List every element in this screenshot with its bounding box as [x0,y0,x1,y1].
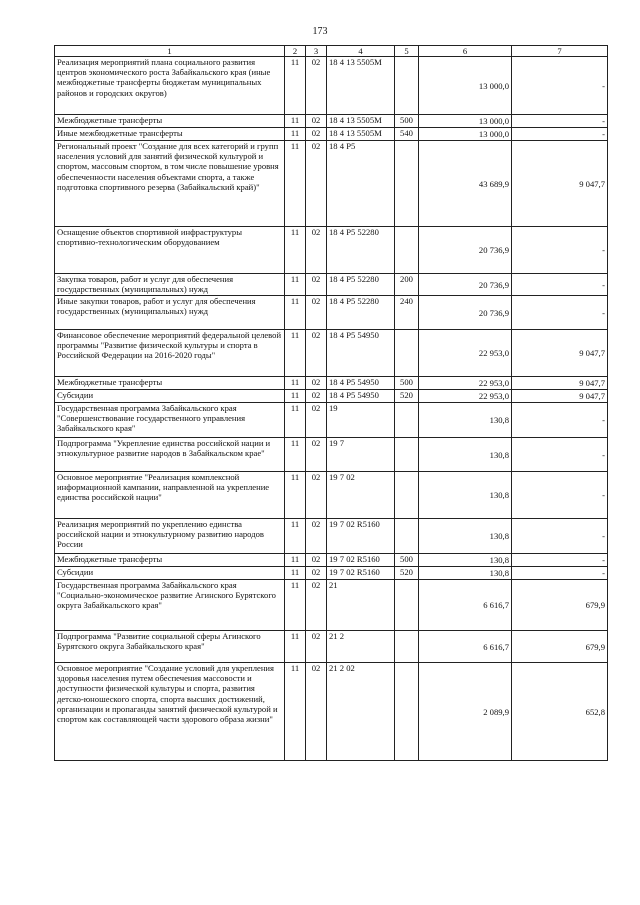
row-expense-type [395,330,419,377]
row-subsection: 02 [306,296,327,330]
row-name: Государственная программа Забайкальского края "Совершенствование государственного управления Забайкальского края" [55,403,285,438]
row-subsection: 02 [306,554,327,567]
row-subsection: 02 [306,663,327,761]
table-row [55,438,608,472]
row-name: Основное мероприятие "Создание условий для укрепления здоровья населения путем обеспечения массовости и доступности физической культуры и спорта, развития детско-юношеского спорта, спорта высших достижений, организации и пропаганды занятий физической культурой и спортом как составляющей части здорового образа жизни" [55,663,285,761]
row-amount-total: 2 089,9 [419,663,512,761]
row-amount-total: 13 000,0 [419,57,512,115]
row-expense-type [395,403,419,438]
row-amount-total: 20 736,9 [419,274,512,296]
row-expense-type [395,57,419,115]
table-row [55,390,608,403]
row-section: 11 [285,227,306,274]
row-target-article: 19 7 02 R5160 [327,519,395,554]
row-section: 11 [285,115,306,128]
row-target-article: 19 7 02 R5160 [327,554,395,567]
table-row [55,472,608,519]
row-amount-total: 130,8 [419,519,512,554]
row-section: 11 [285,472,306,519]
row-expense-type: 500 [395,554,419,567]
row-subsection: 02 [306,128,327,141]
row-name: Региональный проект "Создание для всех категорий и групп населения условий для занятий физической культурой и спортом, массовым спортом, в том числе повышение уровня обеспеченности населения объектами спорта, а также подготовка спортивного резерва (Забайкальский край)" [55,141,285,227]
header-col-7: 7 [512,46,608,57]
row-amount-federal: 652,8 [512,663,608,761]
row-section: 11 [285,631,306,663]
row-amount-federal: 9 047,7 [512,141,608,227]
row-expense-type [395,438,419,472]
table-row [55,330,608,377]
row-expense-type [395,580,419,631]
row-target-article: 18 4 P5 52280 [327,296,395,330]
table-row [55,296,608,330]
row-subsection: 02 [306,519,327,554]
row-name: Оснащение объектов спортивной инфраструктуры спортивно-технологическим оборудованием [55,227,285,274]
row-amount-federal: - [512,227,608,274]
row-amount-total: 43 689,9 [419,141,512,227]
row-expense-type [395,227,419,274]
row-amount-federal: 679,9 [512,580,608,631]
row-amount-federal: - [512,128,608,141]
row-section: 11 [285,554,306,567]
row-amount-federal: - [512,296,608,330]
row-expense-type: 500 [395,377,419,390]
row-name: Финансовое обеспечение мероприятий федеральной целевой программы "Развитие физической культуры и спорта в Российской Федерации на 2016-2020 годы" [55,330,285,377]
table-row [55,115,608,128]
row-subsection: 02 [306,472,327,519]
row-amount-federal: 9 047,7 [512,330,608,377]
row-subsection: 02 [306,57,327,115]
row-section: 11 [285,274,306,296]
table-row [55,519,608,554]
row-subsection: 02 [306,377,327,390]
row-target-article: 19 [327,403,395,438]
row-section: 11 [285,403,306,438]
table-row [55,377,608,390]
row-expense-type: 540 [395,128,419,141]
row-name: Субсидии [55,390,285,403]
row-amount-federal: - [512,403,608,438]
row-target-article: 18 4 P5 [327,141,395,227]
table-row [55,57,608,115]
row-amount-total: 20 736,9 [419,296,512,330]
row-subsection: 02 [306,403,327,438]
row-amount-federal: 679,9 [512,631,608,663]
header-col-5: 5 [395,46,419,57]
row-expense-type: 240 [395,296,419,330]
table-row [55,663,608,761]
row-section: 11 [285,377,306,390]
row-name: Закупка товаров, работ и услуг для обеспечения государственных (муниципальных) нужд [55,274,285,296]
row-section: 11 [285,438,306,472]
row-expense-type [395,472,419,519]
row-target-article: 21 2 02 [327,663,395,761]
table-row [55,631,608,663]
row-subsection: 02 [306,115,327,128]
row-subsection: 02 [306,631,327,663]
row-name: Межбюджетные трансферты [55,377,285,390]
row-amount-total: 6 616,7 [419,631,512,663]
row-target-article: 18 4 P5 52280 [327,227,395,274]
row-section: 11 [285,519,306,554]
table-row [55,403,608,438]
row-amount-federal: - [512,567,608,580]
row-amount-total: 13 000,0 [419,115,512,128]
row-target-article: 18 4 13 5505M [327,57,395,115]
row-target-article: 18 4 P5 52280 [327,274,395,296]
row-expense-type [395,519,419,554]
row-target-article: 18 4 P5 54950 [327,390,395,403]
table-row [55,128,608,141]
row-amount-total: 22 953,0 [419,377,512,390]
row-target-article: 18 4 P5 54950 [327,377,395,390]
row-subsection: 02 [306,567,327,580]
row-target-article: 19 7 [327,438,395,472]
row-amount-total: 20 736,9 [419,227,512,274]
row-name: Иные закупки товаров, работ и услуг для обеспечения государственных (муниципальных) нужд [55,296,285,330]
table-row [55,554,608,567]
row-amount-total: 13 000,0 [419,128,512,141]
row-amount-federal: 9 047,7 [512,390,608,403]
row-name: Субсидии [55,567,285,580]
row-subsection: 02 [306,227,327,274]
row-section: 11 [285,390,306,403]
row-expense-type: 520 [395,567,419,580]
header-col-6: 6 [419,46,512,57]
row-subsection: 02 [306,438,327,472]
row-amount-federal: - [512,115,608,128]
row-expense-type: 500 [395,115,419,128]
row-amount-total: 130,8 [419,567,512,580]
row-target-article: 19 7 02 R5160 [327,567,395,580]
table-row [55,141,608,227]
row-amount-federal: - [512,554,608,567]
header-col-3: 3 [306,46,327,57]
row-amount-federal: - [512,472,608,519]
budget-table [54,45,608,761]
row-subsection: 02 [306,274,327,296]
row-name: Подпрограмма "Развитие социальной сферы Агинского Бурятского округа Забайкальского края" [55,631,285,663]
row-name: Подпрограмма "Укрепление единства российской нации и этнокультурное развитие народов в Забайкальском крае" [55,438,285,472]
table-row [55,580,608,631]
row-amount-federal: - [512,57,608,115]
row-target-article: 21 [327,580,395,631]
row-name: Основное мероприятие "Реализация комплексной информационной кампании, направленной на укрепление единства российской нации" [55,472,285,519]
row-amount-federal: - [512,274,608,296]
row-section: 11 [285,330,306,377]
row-amount-total: 6 616,7 [419,580,512,631]
header-col-2: 2 [285,46,306,57]
row-amount-federal: - [512,519,608,554]
row-target-article: 19 7 02 [327,472,395,519]
row-section: 11 [285,57,306,115]
row-subsection: 02 [306,390,327,403]
row-section: 11 [285,580,306,631]
table-row [55,274,608,296]
row-expense-type [395,663,419,761]
table-row [55,567,608,580]
row-name: Межбюджетные трансферты [55,115,285,128]
header-col-1: 1 [55,46,285,57]
row-amount-total: 130,8 [419,554,512,567]
row-name: Реализация мероприятий по укреплению единства российской нации и этнокультурному развитию народов России [55,519,285,554]
row-amount-total: 22 953,0 [419,390,512,403]
row-amount-total: 130,8 [419,403,512,438]
row-target-article: 18 4 P5 54950 [327,330,395,377]
row-name: Государственная программа Забайкальского края "Социально-экономическое развитие Агинского Бурятского округа Забайкальского края" [55,580,285,631]
row-expense-type: 520 [395,390,419,403]
row-subsection: 02 [306,330,327,377]
row-section: 11 [285,296,306,330]
row-name: Иные межбюджетные трансферты [55,128,285,141]
row-amount-federal: - [512,438,608,472]
row-expense-type [395,631,419,663]
row-target-article: 21 2 [327,631,395,663]
row-amount-total: 130,8 [419,472,512,519]
row-target-article: 18 4 13 5505M [327,115,395,128]
row-name: Реализация мероприятий плана социального развития центров экономического роста Забайкальского края (иные межбюджетные трансферты бюджетам муниципальных районов и городских округов) [55,57,285,115]
row-section: 11 [285,567,306,580]
row-subsection: 02 [306,580,327,631]
row-amount-federal: 9 047,7 [512,377,608,390]
header-col-4: 4 [327,46,395,57]
row-name: Межбюджетные трансферты [55,554,285,567]
page-number: 173 [312,26,328,37]
row-expense-type [395,141,419,227]
table-row [55,227,608,274]
row-subsection: 02 [306,141,327,227]
row-target-article: 18 4 13 5505M [327,128,395,141]
row-section: 11 [285,663,306,761]
header-row [55,46,608,57]
row-section: 11 [285,141,306,227]
row-section: 11 [285,128,306,141]
row-amount-total: 22 953,0 [419,330,512,377]
row-amount-total: 130,8 [419,438,512,472]
row-expense-type: 200 [395,274,419,296]
